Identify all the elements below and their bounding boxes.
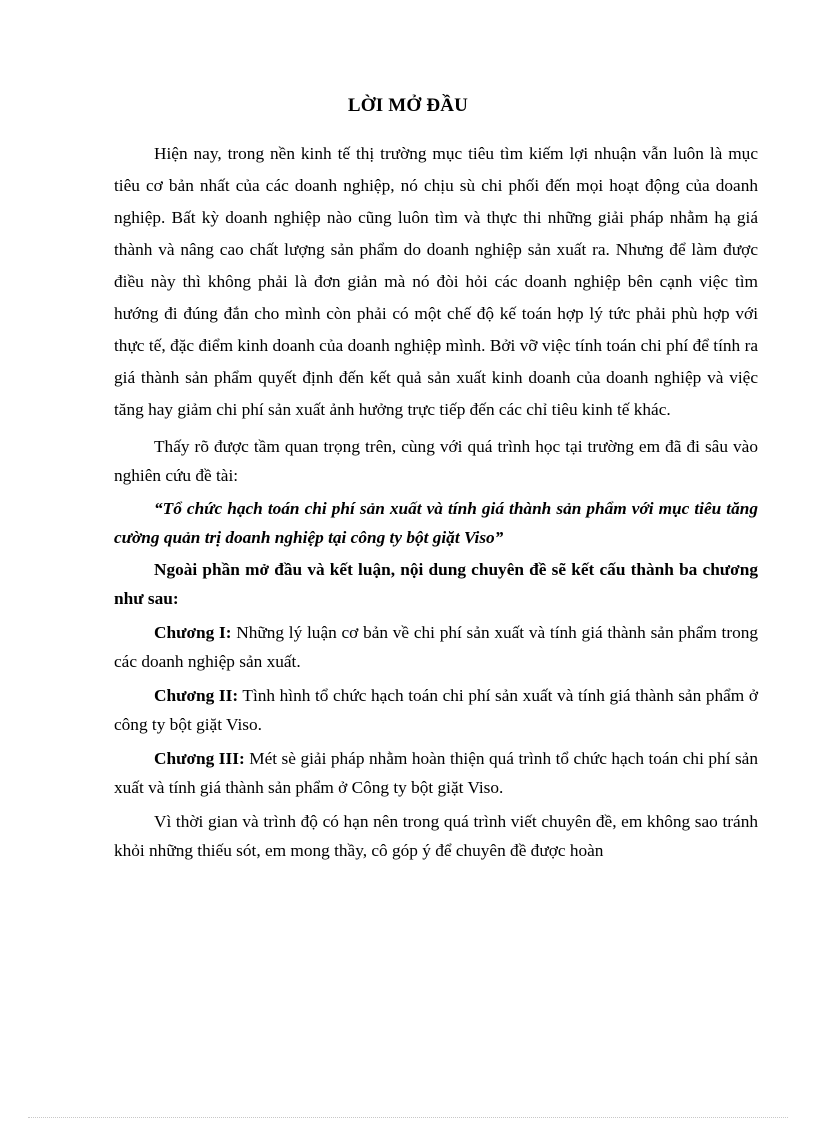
chapter-2 <box>114 681 758 739</box>
paragraph-intro: Hiện nay, trong nền kinh tế thị trường mục tiêu tìm kiếm lợi nhuận vẫn luôn là mục tiêu cơ bản nhất của các doanh nghiệp, nó chịu sù chi phối đến mọi hoạt động của doanh nghiệp. Bất kỳ doanh nghiệp nào cũng luôn tìm và thực thi những giải pháp nhằm hạ giá thành và nâng cao chất lượng sản phẩm do doanh nghiệp sản xuất ra. Nhưng để làm được điều này thì không phải là đơn giản mà nó đòi hỏi các doanh nghiệp bên cạnh việc tìm hướng đi đúng đắn cho mình còn phải có một chế độ kế toán hợp lý tức phải phù hợp với thực tế, đặc điểm kinh doanh của doanh nghiệp mình. Bởi vỡ việc tính toán chi phí để tính ra giá thành sản phẩm quyết định đến kết quả sản xuất kinh doanh của doanh nghiệp và việc tăng hay giảm chi phí sản xuất ảnh hưởng trực tiếp đến các chỉ tiêu kinh tế khác. <box>114 144 758 419</box>
chapter-3-text: Mét sè giải pháp nhằm hoàn thiện quá trình tổ chức hạch toán chi phí sản xuất và tính giá thành sản phẩm ở Công ty bột giặt Viso. <box>114 749 758 797</box>
chapter-2-label: Chương II: <box>154 686 239 705</box>
paragraph-closing: Vì thời gian và trình độ có hạn nên trong quá trình viết chuyên đề, em không sao tránh khỏi những thiếu sót, em mong thầy, cô góp ý để chuyên đề được hoàn <box>114 812 758 860</box>
chapter-1-label: Chương I: <box>154 623 232 642</box>
document-body <box>114 138 758 865</box>
chapter-2-text: Tình hình tổ chức hạch toán chi phí sản xuất và tính giá thành sản phẩm ở công ty bột giặt Viso. <box>114 686 758 734</box>
chapter-3 <box>114 744 758 802</box>
page-bottom-divider <box>28 1117 788 1118</box>
chapter-3-label: Chương III: <box>154 749 245 768</box>
chapter-1-text: Những lý luận cơ bản về chi phí sản xuất và tính giá thành sản phẩm trong các doanh nghiệp sản xuất. <box>114 623 758 671</box>
chapter-1 <box>114 618 758 676</box>
page-title: LỜI MỞ ĐẦU <box>347 95 469 116</box>
paragraph-research: Thấy rõ được tầm quan trọng trên, cùng với quá trình học tại trường em đã đi sâu vào nghiên cứu đề tài: <box>114 437 758 485</box>
structure-intro: Ngoài phần mở đầu và kết luận, nội dung chuyên đề sẽ kết cấu thành ba chương như sau: <box>114 560 758 608</box>
topic-title: “Tổ chức hạch toán chi phí sản xuất và tính giá thành sản phẩm với mục tiêu tăng cường quản trị doanh nghiệp tại công ty bột giặt Viso” <box>114 499 758 547</box>
